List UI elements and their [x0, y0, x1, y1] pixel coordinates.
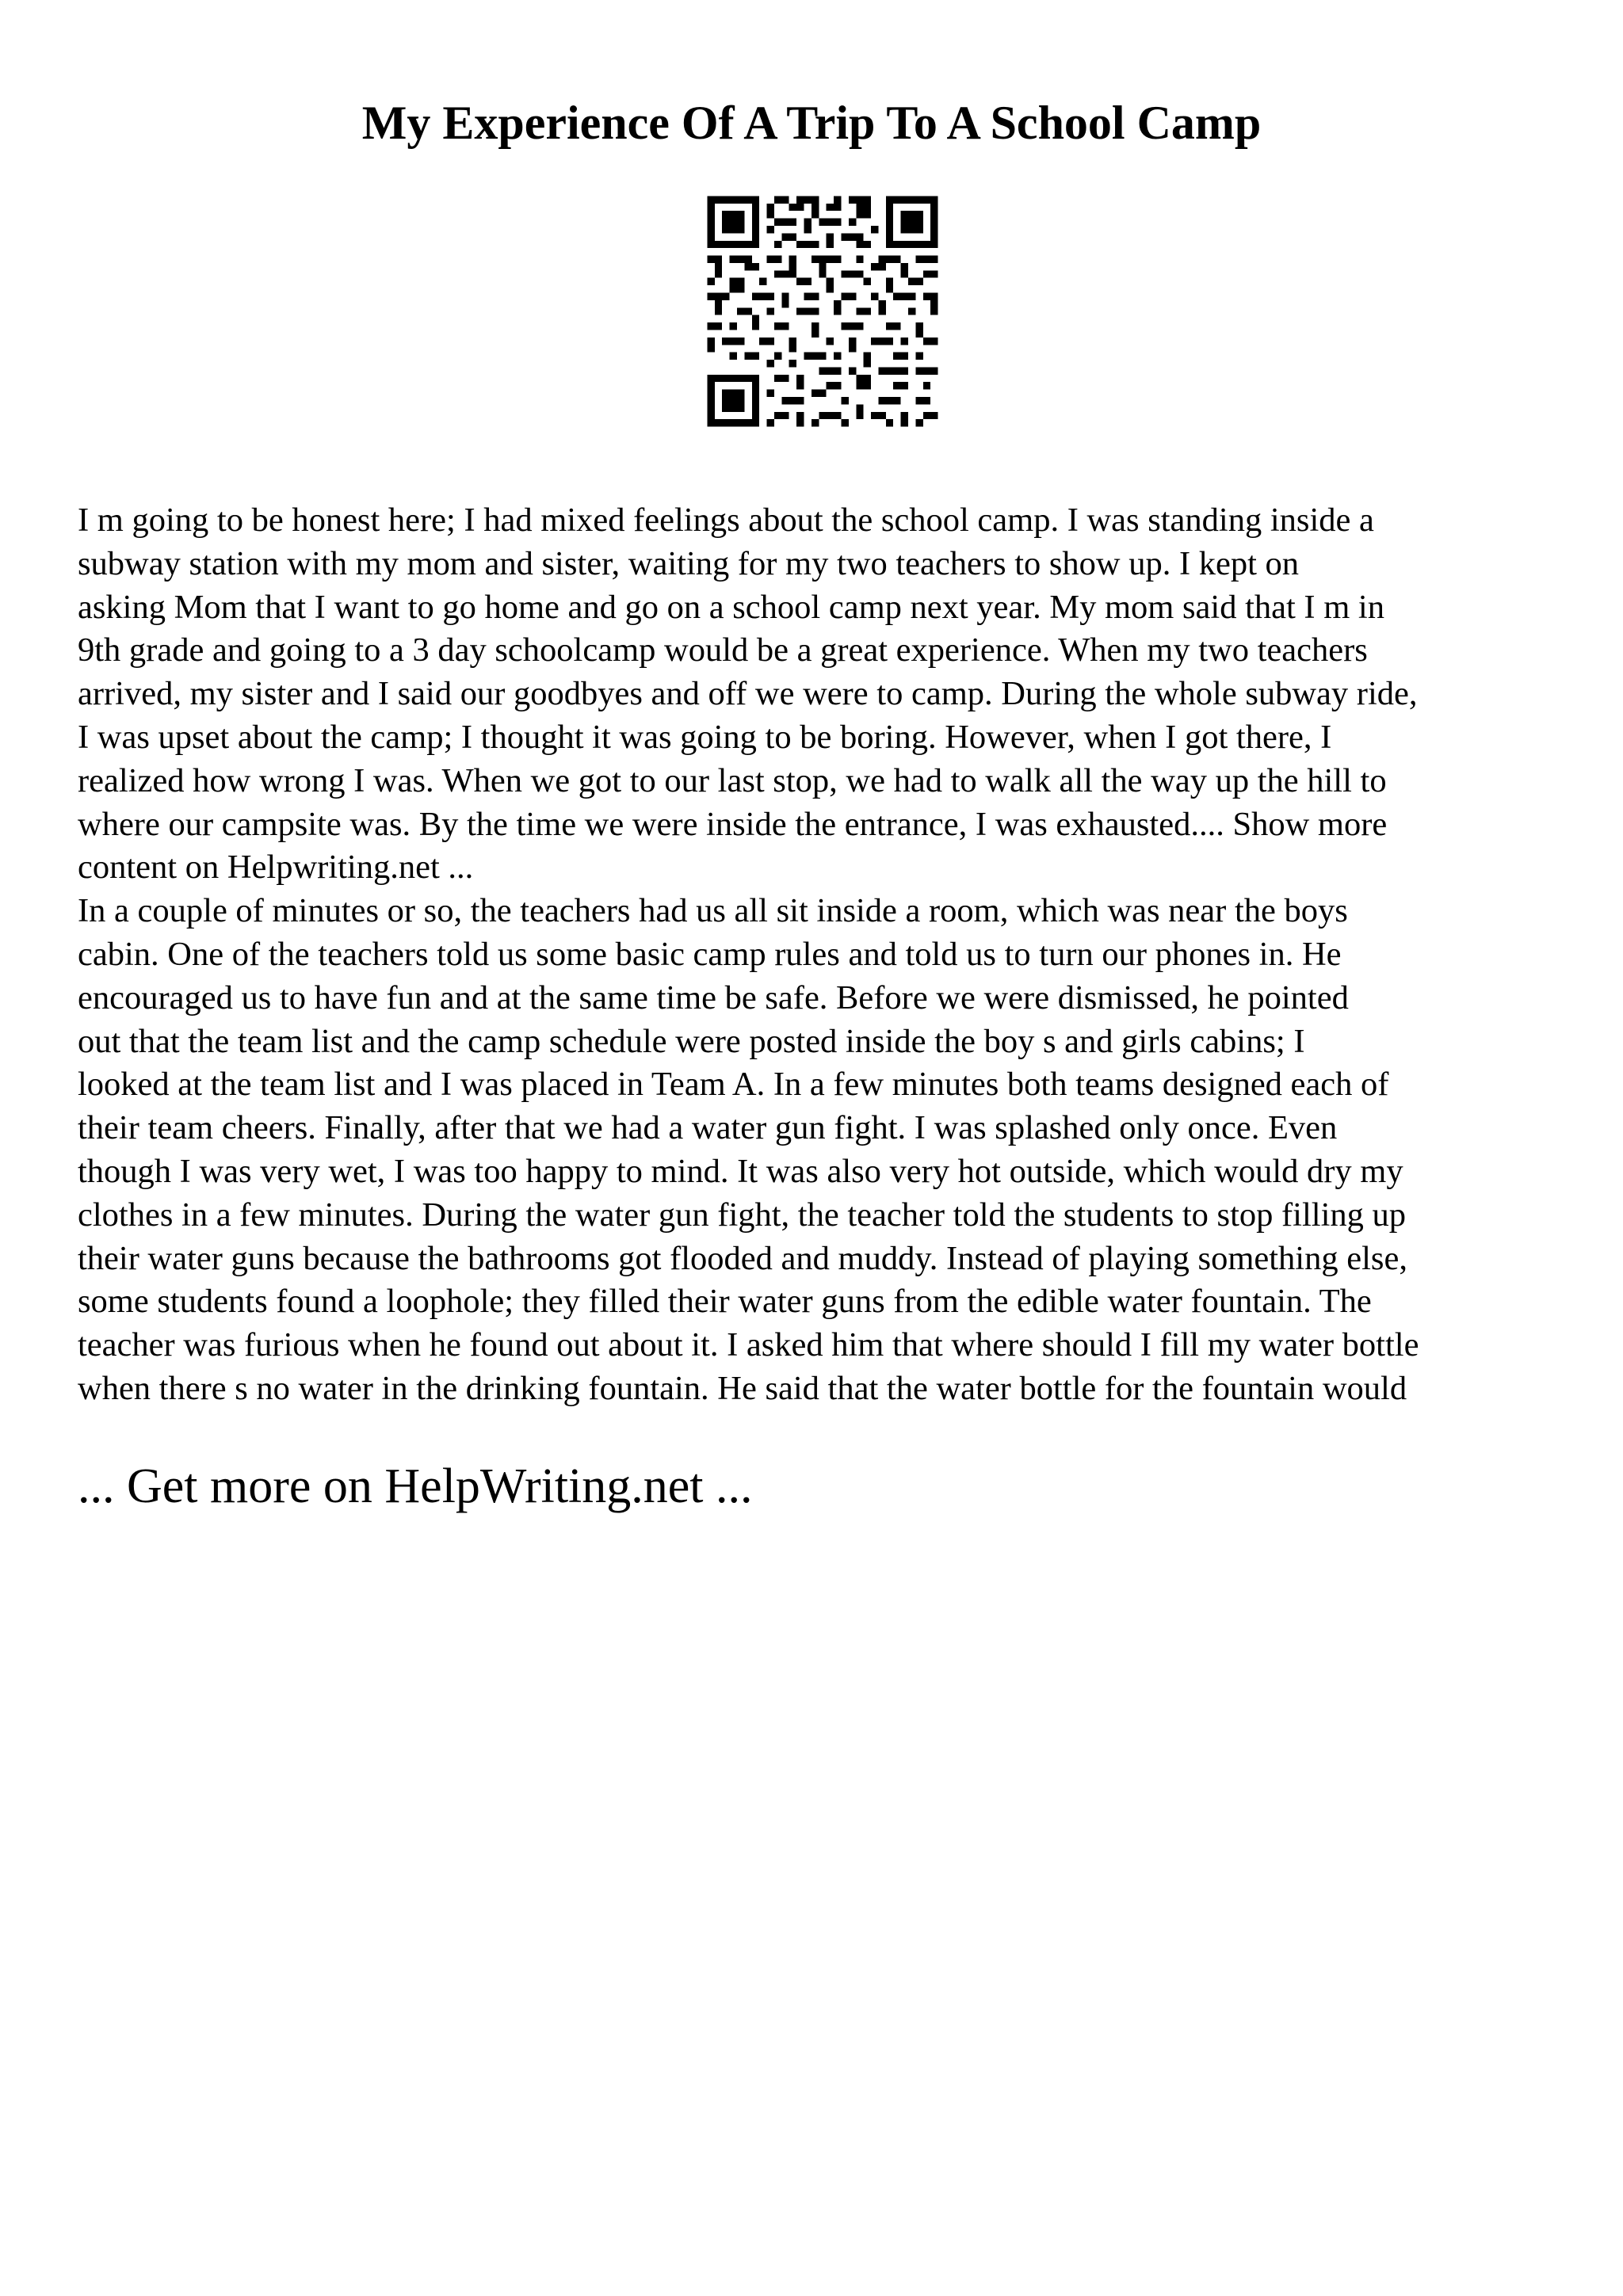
paragraph-2	[78, 890, 1568, 1411]
paragraph-line: their water guns because the bathrooms got flooded and muddy. Instead of playing something else,	[78, 1239, 1407, 1277]
paragraph-line: In a couple of minutes or so, the teachers had us all sit inside a room, which was near the boys	[78, 892, 1348, 930]
paragraph-line: subway station with my mom and sister, waiting for my two teachers to show up. I kept on	[78, 544, 1300, 582]
paragraph-line: encouraged us to have fun and at the same time be safe. Before we were dismissed, he pointed	[78, 978, 1349, 1016]
paragraph-line: asking Mom that I want to go home and go on a school camp next year. My mom said that I m in	[78, 588, 1384, 626]
paragraph-line: some students found a loophole; they filled their water guns from the edible water fountain. The	[78, 1283, 1372, 1321]
paragraph-line: arrived, my sister and I said our goodbyes and off we were to camp. During the whole subway ride,	[78, 675, 1418, 713]
paragraph-line: I was upset about the camp; I thought it was going to be boring. However, when I got there, I	[78, 718, 1332, 756]
paragraph-line: though I was very wet, I was too happy to mind. It was also very hot outside, which would dry my	[78, 1152, 1403, 1190]
document-title: My Experience Of A Trip To A School Camp	[361, 97, 1262, 149]
paragraph-line: 9th grade and going to a 3 day schoolcamp would be a great experience. When my two teachers	[78, 631, 1368, 669]
get-more-link[interactable]: ... Get more on HelpWriting.net ...	[78, 1459, 753, 1513]
qr-code-icon	[700, 189, 945, 434]
paragraph-line: out that the team list and the camp schedule were posted inside the boy s and girls cabins; I	[78, 1022, 1305, 1060]
paragraph-line: their team cheers. Finally, after that we had a water gun fight. I was splashed only once. Even	[78, 1109, 1338, 1147]
paragraph-line: looked at the team list and I was placed in Team A. In a few minutes both teams designed each of	[78, 1066, 1389, 1104]
document-body	[78, 499, 1568, 1411]
paragraph-line: cabin. One of the teachers told us some basic camp rules and told us to turn our phones in. He	[78, 935, 1342, 973]
paragraph-line: realized how wrong I was. When we got to our last stop, we had to walk all the way up the hill to	[78, 761, 1387, 799]
paragraph-line: teacher was furious when he found out about it. I asked him that where should I fill my water bottle	[78, 1326, 1419, 1364]
paragraph-line: content on Helpwriting.net ...	[78, 849, 474, 887]
paragraph-line: I m going to be honest here; I had mixed feelings about the school camp. I was standing inside a	[78, 502, 1374, 539]
paragraph-1	[78, 499, 1568, 890]
paragraph-line: where our campsite was. By the time we were inside the entrance, I was exhausted.... Show more	[78, 805, 1388, 843]
paragraph-line: clothes in a few minutes. During the water gun fight, the teacher told the students to stop filling up	[78, 1196, 1407, 1234]
paragraph-line: when there s no water in the drinking fountain. He said that the water bottle for the fountain would	[78, 1369, 1407, 1407]
